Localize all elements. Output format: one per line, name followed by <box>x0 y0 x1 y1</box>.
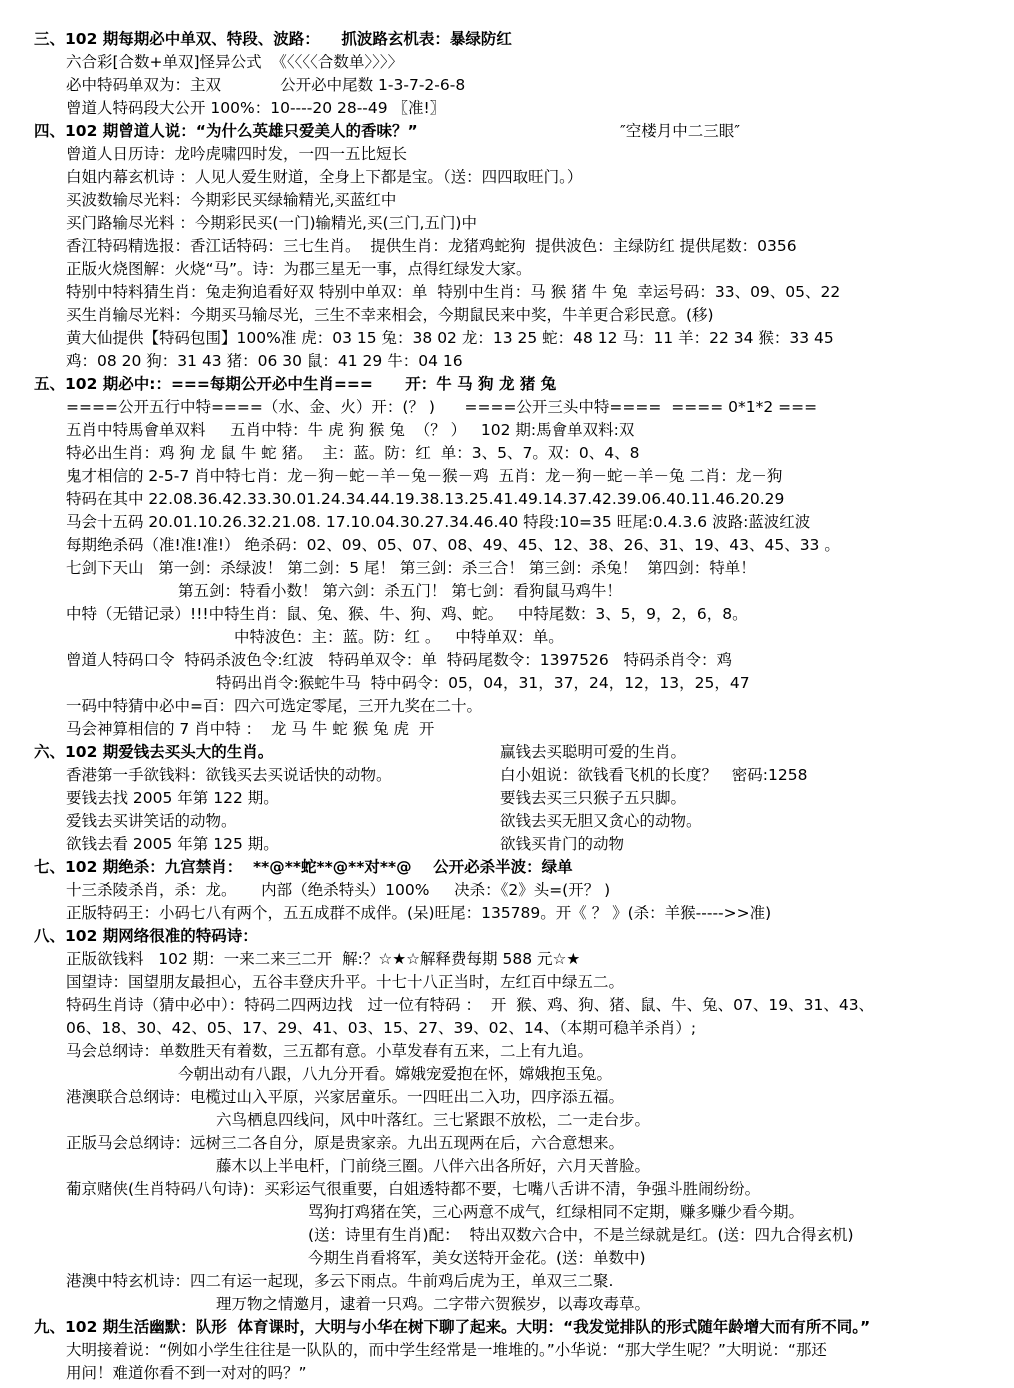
section-4-line: 白姐内幕玄机诗 ：人见人爱生财道，全身上下都是宝。（送：四四取旺门。） <box>66 168 583 186</box>
section-8-line: 藤木以上半电杆，门前绕三圈。八伴六出各所好，六月天普脸。 <box>216 1157 651 1175</box>
section-6-left-line: 香港第一手欲钱料：欲钱买去买说话快的动物。 <box>66 766 392 784</box>
section-7-line: 正版特码王：小码七八有两个，五五成群不成伴。(呆)旺尾：135789。开《 ？ 》(杀：羊猴----->>准) <box>66 904 772 922</box>
section-8-line: 港澳中特玄机诗：四二有运一起现，多云下雨点。牛前鸡后虎为王，单双三二聚. <box>66 1272 614 1290</box>
section-9-heading: 九、102 期生活幽默：队形 体育课时，大明与小华在树下聊了起来。大明：“我发觉排队的形式随年龄增大而有所不同。” <box>34 1318 871 1336</box>
section-4-line: 曾道人日历诗：龙吟虎啸四时发，一四一五比短长 <box>66 145 408 163</box>
section-6-left-line: 爱钱去买讲笑话的动物。 <box>66 812 237 830</box>
section-5-line: 第五剑：特看小数！ 第六剑：杀五门！ 第七剑：看狗鼠马鸡牛！ <box>178 582 622 600</box>
section-5-line: ====公开五行中特====（水、金、火）开：(？ ) ====公开三头中特==== ==== 0*1*2 === <box>66 398 818 416</box>
section-9-line: 大明接着说：“例如小学生往往是一队队的，而中学生经常是一堆堆的。”小华说：“那大学生呢？”大明说：“那还 <box>66 1341 827 1359</box>
section-5-line: 马会神算相信的 7 肖中特 ： 龙 马 牛 蛇 猴 兔 虎 开 <box>66 720 435 738</box>
section-8-line: 今期生肖看将军，美女送特开金花。(送：单数中) <box>308 1249 646 1267</box>
section-5-line: 五肖中特馬會单双料 五肖中特：牛 虎 狗 猴 兔 （？ ） 102 期:馬會单双料:双 <box>66 421 635 439</box>
section-9-line: 用问！难道你看不到一对对的吗？” <box>66 1364 307 1382</box>
section-6-left-line: 要钱去找 2005 年第 122 期。 <box>66 789 279 807</box>
section-8-line: 理万物之情邀月，逮着一只鸡。二字带六贺猴岁，以毒攻毒草。 <box>216 1295 651 1313</box>
section-5-line: 中特（无错记录）!!!中特生肖：鼠、兔、猴、牛、狗、鸡、蛇。 中特尾数：3、5，9，2，6，8。 <box>66 605 748 623</box>
section-6-right-line: 要钱去买三只猴子五只脚。 <box>500 789 687 807</box>
section-5-line: 七剑下天山 第一剑：杀绿波！ 第二剑：5 尾！ 第三剑：杀三合！ 第三剑：杀兔！ 第四剑：特单！ <box>66 559 756 577</box>
section-3-line: 必中特码单双为：主双 公开必中尾数 1-3-7-2-6-8 <box>66 76 466 94</box>
section-8-line: 特码生肖诗（猜中必中）：特码二四两边找 过一位有特码 ： 开 猴、鸡、狗、猪、鼠、牛、兔、07、19、31、43、 <box>66 996 875 1014</box>
section-4-line: 黄大仙提供【特码包围】100%准 虎：03 15 兔：38 02 龙：13 25 蛇：48 12 马：11 羊：22 34 猴：33 45 <box>66 329 834 347</box>
section-3-line: 六合彩[合数+单双]怪异公式 《〈〈〈〈合数单〉〉〉〉 <box>66 53 404 71</box>
section-6-right-line: 欲钱去买无胆又贪心的动物。 <box>500 812 702 830</box>
section-8-line: 06、18、30、42、05、17、29、41、03、15、27、39、02、14、（本期可稳羊杀肖）; <box>66 1019 697 1037</box>
section-6-right-line: 白小姐说：欲钱看飞机的长度？ 密码:1258 <box>500 766 808 784</box>
section-3-line: 曾道人特码段大公开 100%：10----20 28--49 〖准!〗 <box>66 99 446 117</box>
section-4-line: 正版火烧图解：火烧“马”。诗：为郡三星无一事，点得红绿发大家。 <box>66 260 532 278</box>
section-5-line: 特码在其中 22.08.36.42.33.30.01.24.34.44.19.38.13.25.41.49.14.37.42.39.06.40.11.46.20.29 <box>66 490 785 508</box>
section-8-line: 国望诗：国望朋友最担心，五谷丰登庆升平。十七十八正当时，左红百中绿五二。 <box>66 973 625 991</box>
section-8-line: 骂狗打鸡猪在笑，三心两意不成气，红绿相同不定期，赚多赚少看今期。 <box>308 1203 805 1221</box>
section-5-line: 曾道人特码口令 特码杀波色令:红波 特码单双令：单 特码尾数令：1397526 特码杀肖令：鸡 <box>66 651 733 669</box>
section-8-line: (送：诗里有生肖)配： 特出双数六合中，不是兰绿就是红。(送：四九合得玄机) <box>308 1226 854 1244</box>
section-4-line: 买波数输尽光料：今期彩民买绿输精光,买蓝红中 <box>66 191 397 209</box>
section-8-line: 葡京赌侠(生肖特码八句诗)：买彩运气很重要，白姐透特都不要，七嘴八舌讲不清，争强斗胜闹纷纷。 <box>66 1180 761 1198</box>
section-8-line: 六鸟栖息四线问，风中叶落红。三七紧跟不放松，二一走台步。 <box>216 1111 651 1129</box>
section-5-line: 特必出生肖：鸡 狗 龙 鼠 牛 蛇 猪。 主：蓝。防：红 单：3、5、7。双：0、4、8 <box>66 444 640 462</box>
section-8-line: 正版欲钱料 102 期：一来二来三二开 解:？☆★☆解释费每期 588 元☆★ <box>66 950 581 968</box>
section-4-line: 鸡：08 20 狗：31 43 猪：06 30 鼠：41 29 牛：04 16 <box>66 352 463 370</box>
section-7-line: 十三杀陵杀肖，杀：龙。 内部（绝杀特头）100% 决杀：《2》头=(开？ ) <box>66 881 611 899</box>
section-8-line: 马会总纲诗：单数胜天有着数，三五都有意。小草发春有五来，二上有九追。 <box>66 1042 594 1060</box>
section-6-right-line: 欲钱买肯门的动物 <box>500 835 625 853</box>
section-5-line: 中特波色：主：蓝。防：红 。 中特单双：单。 <box>234 628 564 646</box>
section-5-line: 鬼才相信的 2-5-7 肖中特七肖：龙－狗－蛇－羊－兔－猴－鸡 五肖：龙－狗－蛇－羊－兔 二肖：龙－狗 <box>66 467 783 485</box>
section-4-line: 买生肖输尽光料：今期买马输尽光，三生不幸来相会，今期鼠民来中奖，牛羊更合彩民意。(移) <box>66 306 714 324</box>
section-5-line: 每期绝杀码（准!准!准!） 绝杀码：02、09、05、07、08、49、45、12、38、26、31、19、43、45、33 。 <box>66 536 840 554</box>
section-6-heading-right: 赢钱去买聪明可爱的生肖。 <box>500 743 687 761</box>
section-8-line: 正版马会总纲诗：远树三二各自分，原是贵家亲。九出五现两在后，六合意想来。 <box>66 1134 625 1152</box>
section-5-line: 一码中特猜中必中=百：四六可选定零尾，三开九奖在二十。 <box>66 697 482 715</box>
section-7-heading: 七、102 期绝杀：九宫禁肖： **@**蛇**@**对**@ 公开必杀半波：绿单 <box>34 858 573 876</box>
section-4-line: 买门路输尽光料 ：今期彩民买(一门)输精光,买(三门,五门)中 <box>66 214 477 232</box>
section-8-line: 今朝出动有八跟，八九分开看。嫦娥宠爱抱在怀，嫦娥抱玉兔。 <box>178 1065 613 1083</box>
section-5-line: 特码出肖令:猴蛇牛马 特中码令：05，04，31，37，24，12，13，25，47 <box>216 674 750 692</box>
section-8-heading: 八、102 期网络很准的特码诗： <box>34 927 258 945</box>
section-6-heading: 六、102 期爱钱去买头大的生肖。 <box>34 743 274 761</box>
section-8-line: 港澳联合总纲诗：电榄过山入平原，兴家居童乐。一四旺出二入功，四序添五福。 <box>66 1088 625 1106</box>
section-5-line: 马会十五码 20.01.10.26.32.21.08. 17.10.04.30.27.34.46.40 特段:10=35 旺尾:0.4.3.6 波路:蓝波红波 <box>66 513 811 531</box>
section-5-heading: 五、102 期必中:：===每期公开必中生肖=== 开：牛 马 狗 龙 猪 兔 <box>34 375 557 393</box>
section-4-line: 香江特码精选报：香江话特码：三七生肖。 提供生肖：龙猪鸡蛇狗 提供波色：主绿防红 提供尾数：0356 <box>66 237 797 255</box>
section-3-heading: 三、102 期每期必中单双、特段、波路： 抓波路玄机表：暴绿防红 <box>34 30 512 48</box>
section-4-heading: 四、102 期曾道人说：“为什么英雄只爱美人的香味？” <box>34 122 418 140</box>
section-4-line: 特别中特料猜生肖：兔走狗追看好双 特别中单双：单 特别中生肖：马 猴 猪 牛 兔 幸运号码：33、09、05、22 <box>66 283 841 301</box>
section-6-left-line: 欲钱去看 2005 年第 125 期。 <box>66 835 279 853</box>
section-4-heading-right: ″空楼月中二三眼″ <box>620 122 741 140</box>
